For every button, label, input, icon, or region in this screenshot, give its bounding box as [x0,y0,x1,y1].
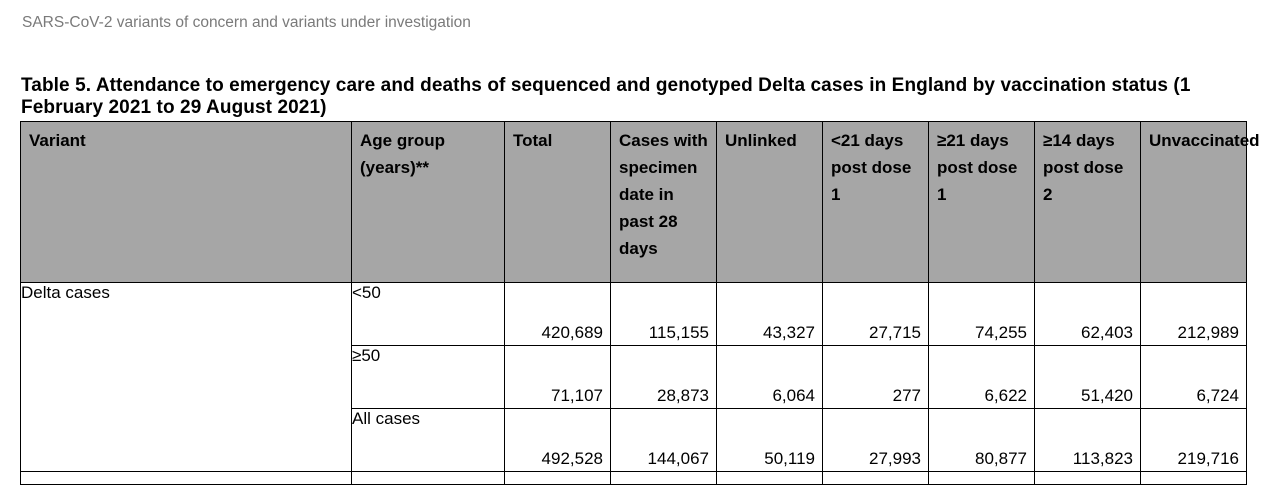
table-row-cut-off [21,472,1247,485]
unlinked-cell: 6,064 [717,346,823,409]
variant-cell: Delta cases [21,283,352,472]
age-group-cell: ≥50 [352,346,505,409]
col-header-age-group: Age group (years)** [352,122,505,283]
lt21-days-dose1-cell: 27,993 [823,409,929,472]
col-header-lt21-days-post-dose1: <21 days post dose 1 [823,122,929,283]
table-row [21,283,1247,346]
total-cell: 71,107 [505,346,611,409]
total-cell: 420,689 [505,283,611,346]
col-header-total: Total [505,122,611,283]
age-group-cell: All cases [352,409,505,472]
ge14-days-dose2-cell: 113,823 [1035,409,1141,472]
col-header-cases-past-28-days: Cases with specimen date in past 28 days [611,122,717,283]
table-caption: Table 5. Attendance to emergency care and deaths of sequenced and genotyped Delta cases in England by vaccination status (1 February 2021 to 29 August 2021) [21,75,1191,118]
lt21-days-dose1-cell: 27,715 [823,283,929,346]
past-28-days-cell: 144,067 [611,409,717,472]
col-header-unlinked: Unlinked [717,122,823,283]
ge21-days-dose1-cell: 74,255 [929,283,1035,346]
lt21-days-dose1-cell: 277 [823,346,929,409]
unvaccinated-cell: 212,989 [1141,283,1247,346]
total-cell: 492,528 [505,409,611,472]
delta-cases-table [20,121,1260,485]
header-row [21,122,1247,283]
unvaccinated-cell: 6,724 [1141,346,1247,409]
unvaccinated-cell: 219,716 [1141,409,1247,472]
col-header-variant: Variant [21,122,352,283]
age-group-cell: <50 [352,283,505,346]
past-28-days-cell: 28,873 [611,346,717,409]
col-header-unvaccinated: Unvaccinated [1141,122,1247,283]
ge14-days-dose2-cell: 62,403 [1035,283,1141,346]
past-28-days-cell: 115,155 [611,283,717,346]
ge21-days-dose1-cell: 6,622 [929,346,1035,409]
ge21-days-dose1-cell: 80,877 [929,409,1035,472]
col-header-ge14-days-post-dose2: ≥14 days post dose 2 [1035,122,1141,283]
col-header-ge21-days-post-dose1: ≥21 days post dose 1 [929,122,1035,283]
ge14-days-dose2-cell: 51,420 [1035,346,1141,409]
running-header: SARS-CoV-2 variants of concern and variants under investigation [22,14,471,31]
unlinked-cell: 43,327 [717,283,823,346]
unlinked-cell: 50,119 [717,409,823,472]
